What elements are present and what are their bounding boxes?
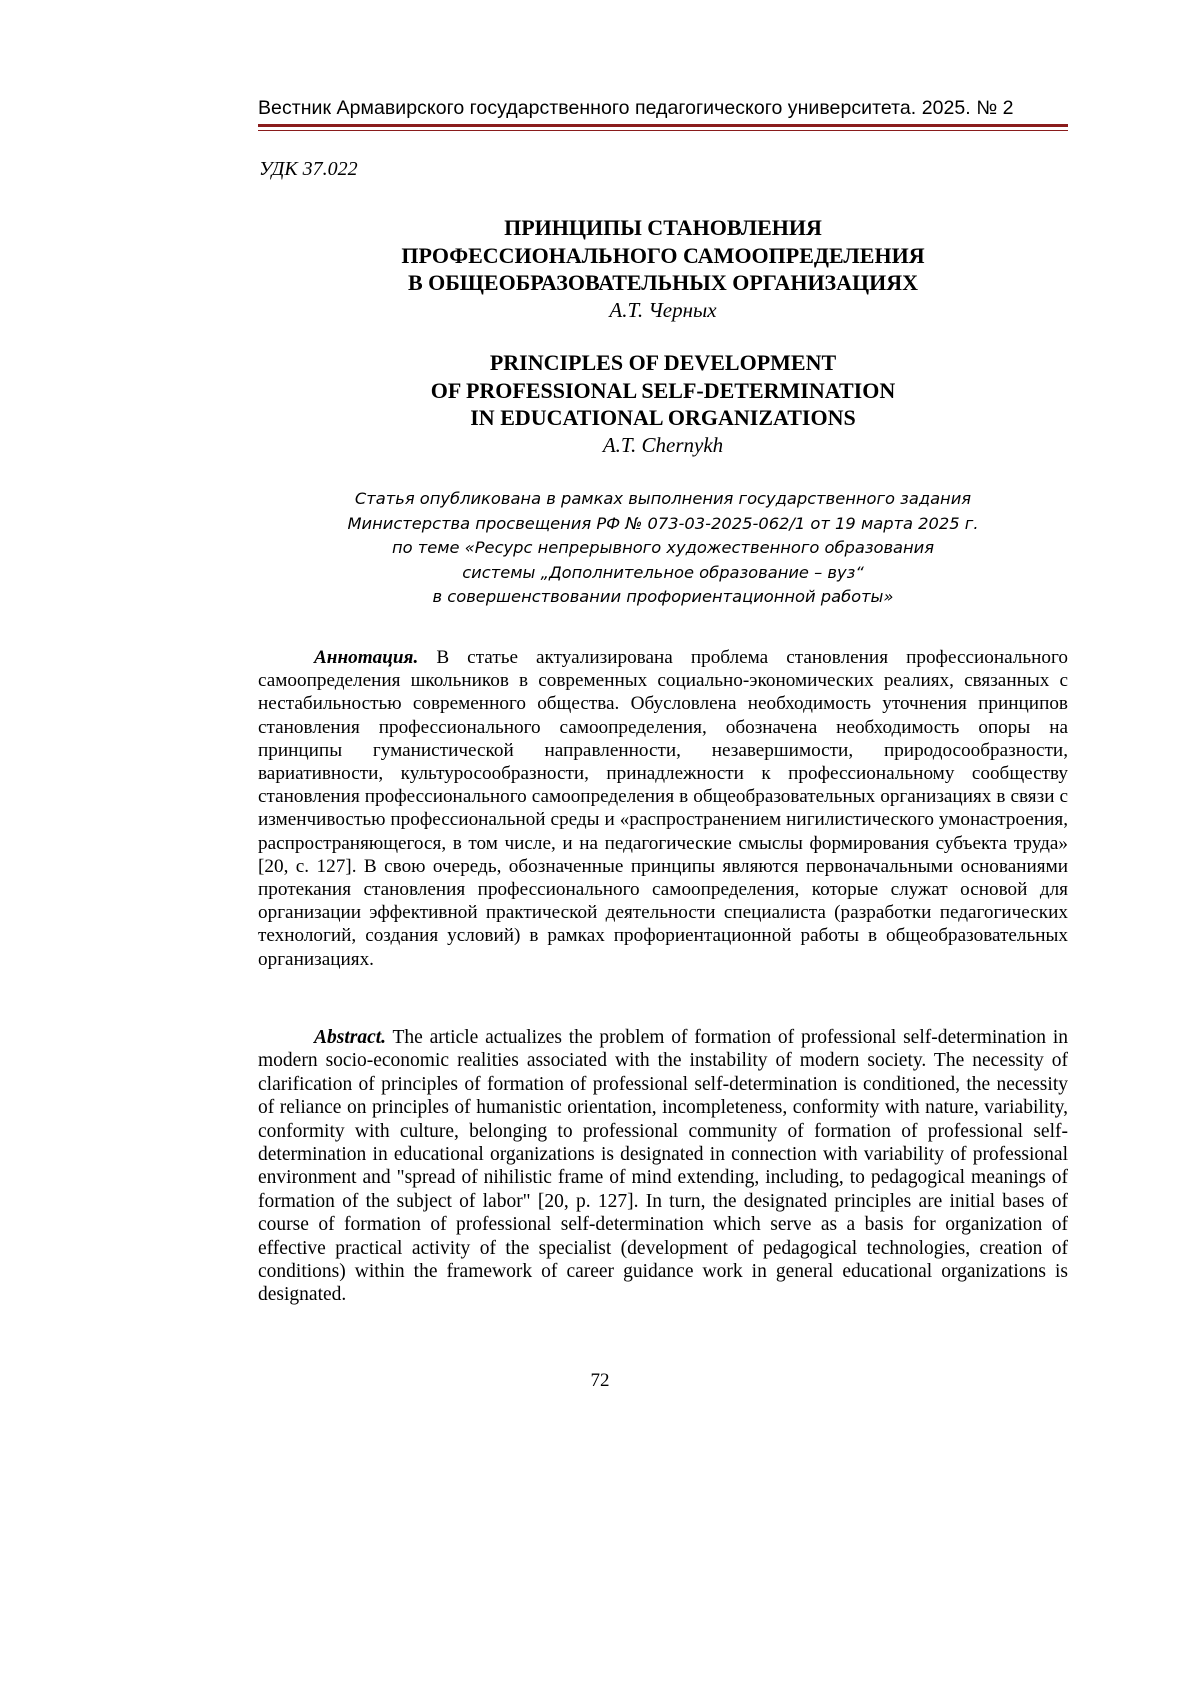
header-rule-thin <box>258 130 1068 131</box>
title-en-line-3: IN EDUCATIONAL ORGANIZATIONS <box>258 404 1068 432</box>
funding-line-1: Статья опубликована в рамках выполнения государственного задания <box>258 487 1068 512</box>
abstract-ru-text: В статье актуализирована проблема становления профессионального самоопределения школьников в современных социально-экономических реалиях, связанных с нестабильностью современного общества. Обусловлена необходимость уточнения принципов становления профессионального самоопределения, обозначена необходимость опоры на принципы гуманистической направленности, незавершимости, природосообразности, вариативности, культуросообразности, принадлежности к профессиональному сообществу становления профессионального самоопределения в общеобразовательных организациях в связи с изменчивостью профессиональной среды и «распространением нигилистического умонастроения, распространяющегося, в том числе, и на педагогические смыслы формирования субъекта труда» [20, с. 127]. В свою очередь, обозначенные принципы являются первоначальными основаниями протекания становления профессионального самоопределения, которые служат основой для организации эффективной практической деятельности специалиста (разработки педагогических технологий, создания условий) в рамках профориентационной работы в общеобразовательных организациях. <box>258 647 1068 970</box>
funding-line-5: в совершенствовании профориентационной работы» <box>258 585 1068 610</box>
abstract-en-text: The article actualizes the problem of formation of professional self-determination in modern socio-economic realities associated with the instability of modern society. The necessity of clarification of principles of formation of professional self-determination is conditioned, the necessity of reliance on principles of humanistic orientation, incompleteness, conformity with nature, variability, conformity with culture, belonging to professional community of formation of professional self-determination in educational organizations is designated in connection with variability of professional environment and "spread of nihilistic frame of mind extending, including, to pedagogical meanings of formation of the subject of labor" [20, p. 127]. In turn, the designated principles are initial bases of course of formation of professional self-determination which serve as a basis for organization of effective practical activity of the specialist (development of pedagogical technologies, creation of conditions) within the framework of career guidance work in general educational organizations is designated. <box>258 1027 1068 1305</box>
abstract-ru <box>258 646 1068 971</box>
document-page <box>0 0 1200 1697</box>
abstract-en-label: Abstract. <box>314 1027 386 1048</box>
funding-note <box>258 487 1068 610</box>
title-ru-line-2: ПРОФЕССИОНАЛЬНОГО САМООПРЕДЕЛЕНИЯ <box>258 242 1068 270</box>
header-rule-thick <box>258 124 1068 127</box>
title-ru-line-3: В ОБЩЕОБРАЗОВАТЕЛЬНЫХ ОРГАНИЗАЦИЯХ <box>258 269 1068 297</box>
title-ru-line-1: ПРИНЦИПЫ СТАНОВЛЕНИЯ <box>258 214 1068 242</box>
journal-running-header: Вестник Армавирского государственного педагогического университета. 2025. № 2 <box>258 97 1068 120</box>
funding-line-4: системы „Дополнительное образование – вуз“ <box>258 561 1068 586</box>
funding-line-2: Министерства просвещения РФ № 073-03-2025-062/1 от 19 марта 2025 г. <box>258 512 1068 537</box>
udk-code: УДК 37.022 <box>259 158 358 181</box>
funding-line-3: по теме «Ресурс непрерывного художественного образования <box>258 536 1068 561</box>
title-block-en <box>258 349 1068 458</box>
abstract-ru-label: Аннотация. <box>314 647 418 668</box>
author-en: A.T. Chernykh <box>258 432 1068 458</box>
page-number: 72 <box>0 1370 1200 1392</box>
title-block-ru <box>258 214 1068 323</box>
title-en-line-1: PRINCIPLES OF DEVELOPMENT <box>258 349 1068 377</box>
abstract-en <box>258 1026 1068 1307</box>
author-ru: А.Т. Черных <box>258 297 1068 323</box>
title-en-line-2: OF PROFESSIONAL SELF-DETERMINATION <box>258 377 1068 405</box>
